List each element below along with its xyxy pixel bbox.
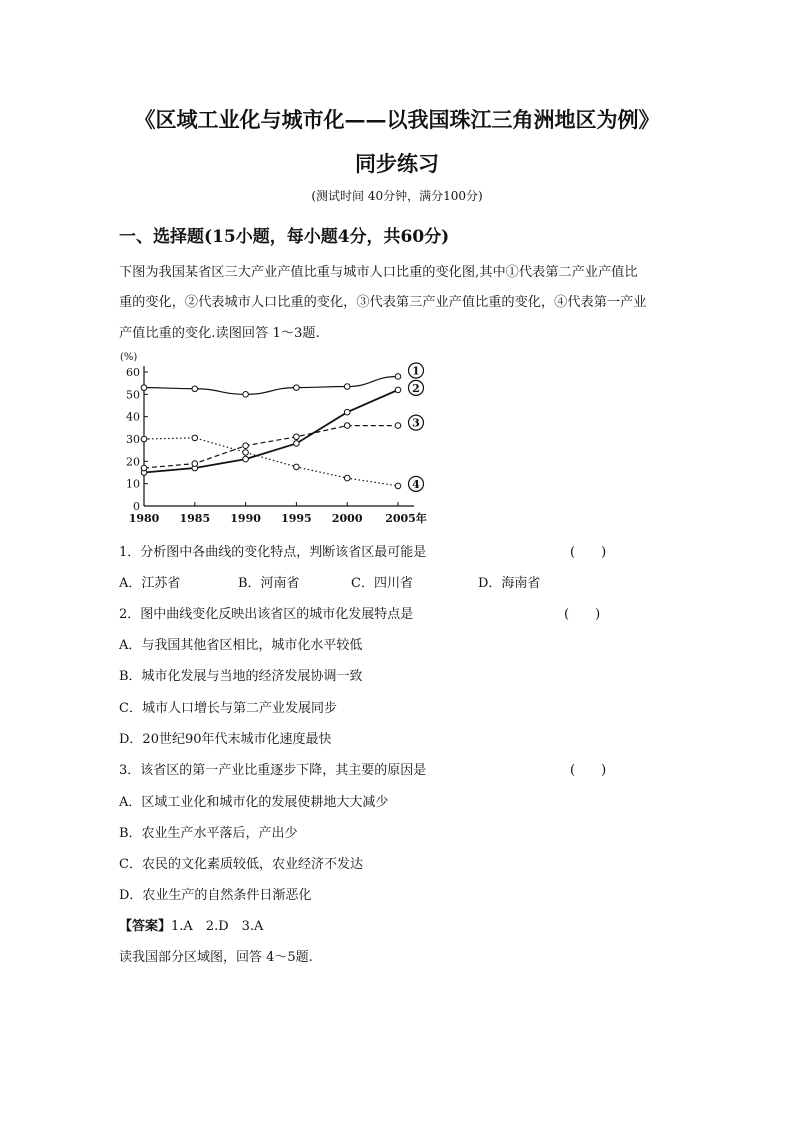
series-1-point bbox=[243, 392, 249, 398]
y-tick-label: 60 bbox=[126, 366, 140, 379]
x-tick-label: 2000 bbox=[331, 512, 363, 525]
series-4-point bbox=[243, 450, 249, 456]
q2-answer-blank: ( ) bbox=[564, 607, 601, 622]
y-tick-label: 30 bbox=[126, 433, 140, 446]
series-4-point bbox=[141, 436, 147, 442]
series-label: 2 bbox=[412, 381, 420, 395]
test-note: (测试时间 40分钟，满分100分) bbox=[311, 189, 483, 203]
q3-option-a: A．区域工业化和城市化的发展使耕地大大减少 bbox=[119, 795, 389, 810]
series-line-4 bbox=[144, 438, 398, 486]
doc-title: 《区域工业化与城市化——以我国珠江三角洲地区为例》 bbox=[134, 107, 660, 132]
series-1-point bbox=[344, 384, 350, 390]
series-3-point bbox=[141, 465, 147, 471]
series-label: 3 bbox=[412, 416, 420, 430]
q2-option-b: B．城市化发展与当地的经济发展协调一致 bbox=[119, 669, 363, 684]
next-question-intro: 读我国部分区域图，回答 4～5题. bbox=[119, 950, 313, 965]
series-3-point bbox=[395, 423, 401, 429]
q1-answer-blank: ( ) bbox=[570, 545, 607, 560]
answer-line bbox=[119, 915, 263, 934]
industry-urbanization-chart bbox=[108, 348, 428, 530]
y-axis-label: (%) bbox=[120, 352, 138, 363]
answer-label: 【答案】 bbox=[119, 919, 172, 934]
series-line-3 bbox=[144, 426, 398, 468]
q3-option-c: C．农民的文化素质较低，农业经济不发达 bbox=[119, 857, 363, 872]
series-4-point bbox=[294, 464, 300, 470]
series-1-point bbox=[192, 386, 198, 392]
section-heading: 一、选择题(15小题，每小题4分，共60分) bbox=[119, 227, 450, 247]
q2-option-d: D．20世纪90年代末城市化速度最快 bbox=[119, 732, 332, 747]
q3-option-d: D．农业生产的自然条件日渐恶化 bbox=[119, 888, 312, 903]
series-3-point bbox=[344, 423, 350, 429]
q3-answer-blank: ( ) bbox=[570, 763, 607, 778]
series-2-point bbox=[243, 456, 249, 462]
x-tick-label: 1990 bbox=[230, 512, 261, 525]
x-tick-label: 2005年 bbox=[385, 512, 427, 525]
intro-line-2: 重的变化，②代表城市人口比重的变化，③代表第三产业产值比重的变化，④代表第一产业 bbox=[119, 295, 647, 310]
q1-option-a: A．江苏省 bbox=[119, 576, 181, 591]
intro-line-3: 产值比重的变化.读图回答 1～3题. bbox=[119, 326, 320, 341]
x-tick-label: 1985 bbox=[179, 512, 211, 525]
q3-stem: 3．该省区的第一产业比重逐步下降，其主要的原因是 bbox=[119, 763, 427, 778]
series-line-2 bbox=[144, 390, 398, 473]
series-label: 4 bbox=[412, 477, 420, 491]
series-1-point bbox=[141, 385, 147, 391]
q1-option-c: C．四川省 bbox=[351, 576, 413, 591]
series-2-point bbox=[395, 387, 401, 393]
series-4-point bbox=[395, 483, 401, 489]
q1-option-d: D．海南省 bbox=[478, 576, 541, 591]
x-tick-label: 1980 bbox=[128, 512, 160, 525]
q2-stem: 2．图中曲线变化反映出该省区的城市化发展特点是 bbox=[119, 607, 414, 622]
y-tick-label: 10 bbox=[126, 477, 140, 491]
q2-option-a: A．与我国其他省区相比，城市化水平较低 bbox=[119, 638, 363, 653]
y-tick-label: 40 bbox=[126, 410, 140, 424]
q1-option-b: B．河南省 bbox=[238, 576, 300, 591]
x-tick-label: 1995 bbox=[281, 512, 312, 525]
q2-option-c: C．城市人口增长与第二产业发展同步 bbox=[119, 701, 337, 716]
series-4-point bbox=[192, 435, 198, 441]
series-3-point bbox=[243, 443, 249, 449]
y-tick-label: 20 bbox=[126, 455, 140, 469]
series-1-point bbox=[294, 385, 300, 391]
y-tick-label: 0 bbox=[133, 500, 140, 513]
series-3-point bbox=[294, 434, 300, 440]
intro-line-1: 下图为我国某省区三大产业产值比重与城市人口比重的变化图,其中①代表第二产业产值比 bbox=[119, 265, 638, 280]
q1-stem: 1．分析图中各曲线的变化特点，判断该省区最可能是 bbox=[119, 545, 427, 560]
y-tick-label: 50 bbox=[126, 388, 140, 402]
doc-subtitle: 同步练习 bbox=[355, 151, 439, 176]
series-4-point bbox=[344, 475, 350, 481]
series-line-1 bbox=[144, 376, 398, 394]
series-2-point bbox=[294, 441, 300, 447]
series-label: 1 bbox=[412, 364, 420, 378]
answer-text: 1.A 2.D 3.A bbox=[171, 919, 264, 934]
series-1-point bbox=[395, 374, 401, 380]
series-2-point bbox=[344, 409, 350, 415]
q3-option-b: B．农业生产水平落后，产出少 bbox=[119, 826, 298, 841]
series-3-point bbox=[192, 461, 198, 467]
